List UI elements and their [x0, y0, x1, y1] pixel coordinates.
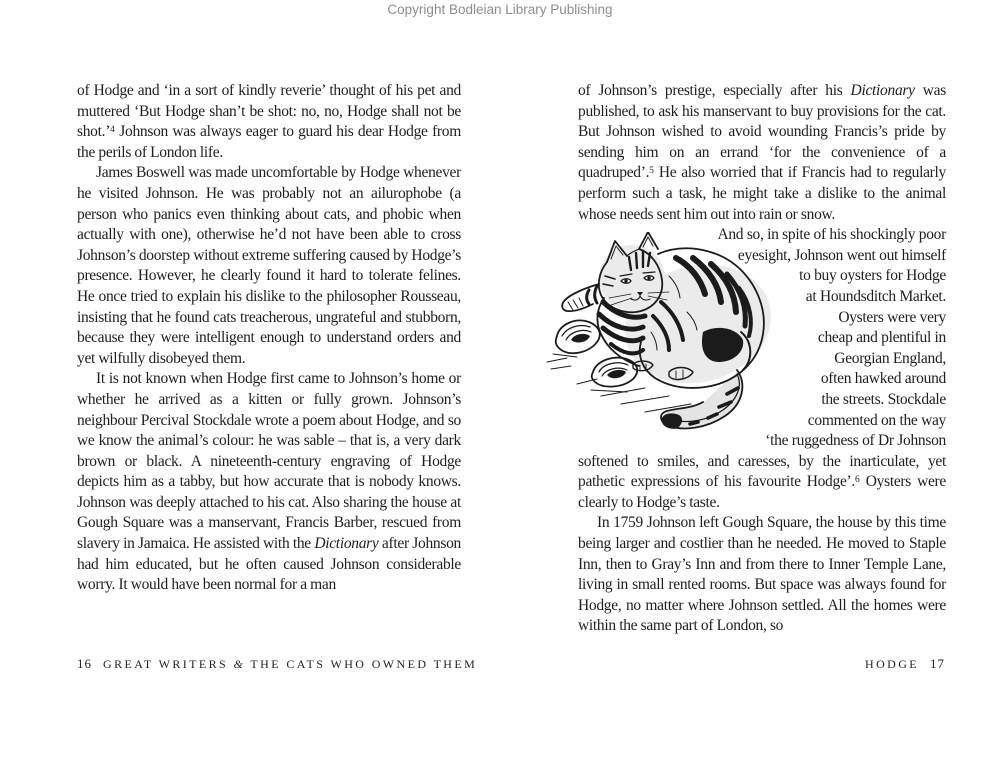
oyster-icon	[553, 320, 600, 357]
page-number: 17	[930, 656, 945, 671]
copyright-watermark: Copyright Bodleian Library Publishing	[387, 2, 613, 17]
body-paragraph: James Boswell was made uncomfortable by Hodge whenever he visited Johnson. He was probably not an ailurophobe (a person who panics even thinking about cats, and phobic when actually with one), otherwise he’d not have been able to cross Johnson’s doorstep without extreme suffering caused by Hodge’s presence. However, he clearly found it hard to tolerate felines. He once tried to explain his dislike to the philosopher Rousseau, insisting that he found cats treacherous, ungrateful and stubborn, because they were intelligent enough to understand orders and yet wilfully disobeyed them.	[77, 164, 461, 367]
wrapped-line: the streets. Stockdale	[821, 390, 946, 408]
right-page-footer	[865, 656, 945, 672]
wrapped-line: Oysters were very	[838, 308, 946, 326]
page-number: 16	[77, 656, 92, 671]
wrapped-line: ‘the ruggedness of Dr Johnson	[765, 432, 946, 450]
body-paragraph: softened to smiles, and caresses, by the inarticulate, yet pathetic expressions of his favourite Hodge’.$^6$ Oysters were clearly to Hodge’s taste.	[578, 452, 947, 511]
running-title: HODGE	[865, 657, 919, 671]
left-page-footer	[77, 656, 477, 672]
wrapped-line: often hawked around	[820, 370, 946, 388]
wrapped-line: Georgian England,	[834, 349, 946, 367]
wrapped-line: eyesight, Johnson went out himself	[737, 246, 946, 264]
wrapped-line: cheap and plentiful in	[817, 329, 946, 347]
wrapped-line: at Houndsditch Market.	[805, 287, 946, 305]
wrapped-line: to buy oysters for Hodge	[799, 267, 946, 285]
left-page	[77, 81, 461, 596]
running-title: GREAT WRITERS & THE CATS WHO OWNED THEM	[103, 657, 478, 671]
cat-illustration	[541, 232, 779, 438]
body-paragraph: In 1759 Johnson left Gough Square, the house by this time being larger and costlier than he needed. He moved to Staple Inn, then to Gray’s Inn and from there to Inner Temple Lane, living in small rented rooms. But space was always found for Hodge, no matter where Johnson settled. All the homes were within the same part of London, so	[578, 514, 946, 635]
wrapped-line: And so, in spite of his shockingly poor	[717, 226, 946, 244]
body-paragraph: of Hodge and ‘in a sort of kindly reverie’ thought of his pet and muttered ‘But Hodge shan’t be shot: no, no, Hodge shall not be shot.’$^4$ Johnson was always eager to guard his dear Hodge from the perils of London life.	[77, 82, 461, 161]
wrapped-line: commented on the way	[807, 411, 946, 429]
body-paragraph: of Johnson’s prestige, especially after his Dictionary was published, to ask his manservant to buy provisions for the cat. But Johnson wished to avoid wounding Francis’s pride by sending him on an errand ‘for the convenience of a quadruped’.$^5$ He also worried that if Francis had to regularly perform such a task, he might take a dislike to the animal whose needs sent him out into rain or snow.	[578, 82, 946, 223]
body-paragraph: It is not known when Hodge first came to Johnson’s home or whether he arrived as a kitten or fully grown. Johnson’s neighbour Percival Stockdale wrote a poem about Hodge, and so we know the animal’s colour: he was sable – that is, a very dark brown or black. A nineteenth-century engraving of Hodge depicts him as a tabby, but how accurate that is nobody knows. Johnson was deeply attached to his cat. Also sharing the house at Gough Square was a manservant, Francis Barber, rescued from slavery in Jamaica. He assisted with the Dictionary after Johnson had him educated, but he often caused Johnson considerable worry. It would have been normal for a man	[77, 370, 461, 594]
wash-shading	[599, 245, 779, 428]
